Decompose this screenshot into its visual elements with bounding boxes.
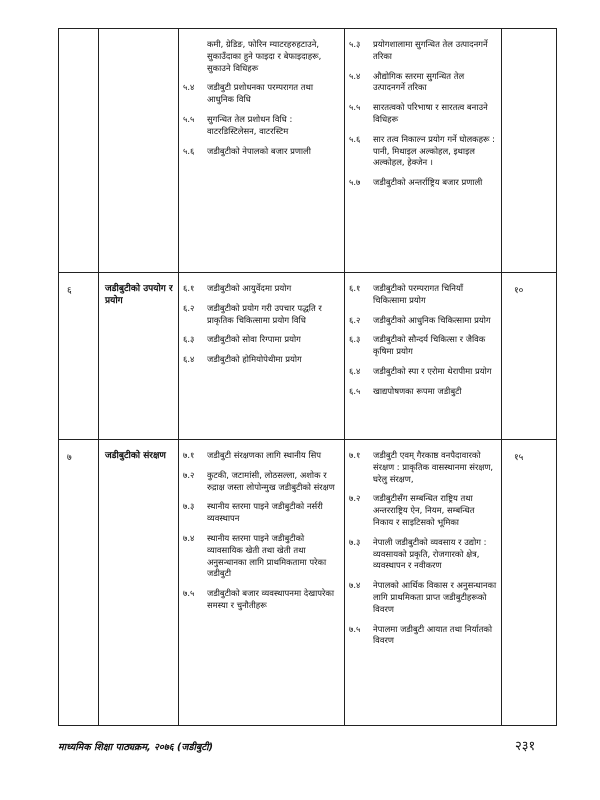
- item-number: ५.४: [349, 70, 361, 81]
- item-text: जडीबुटीको अन्तर्राष्ट्रिय बजार प्रणाली: [373, 177, 483, 188]
- item-text: जडीबुटीको नेपालको बजार प्रणाली: [207, 145, 311, 156]
- table-row: [59, 440, 557, 726]
- item-text: स्थानीय स्तरमा पाइने जडीबुटीको व्यावसायिक खेती तथा खेती तथा अनुसन्धानका लागि प्राथमिकतामा परेका जडीबुटी: [207, 532, 327, 579]
- list-item: [183, 82, 340, 106]
- item-number: ७.१: [183, 450, 195, 460]
- item-number: ६.१: [183, 283, 195, 293]
- content-cell: [179, 29, 345, 273]
- list-item: [349, 580, 497, 615]
- list-item: [349, 39, 497, 63]
- item-number: ६.५: [349, 385, 361, 396]
- unit-number-cell: [59, 29, 99, 273]
- list-item: [349, 537, 497, 572]
- item-text: जडीबुटीको प्रयोग गरी उपचार पद्धति र प्राकृतिक चिकित्सामा प्रयोग विधि: [207, 302, 322, 325]
- hours-cell: [502, 29, 557, 273]
- item-number: ७.३: [349, 536, 361, 547]
- item-text: जडीबुटीसँग सम्बन्धित राष्ट्रिय तथा अन्तरराष्ट्रिय ऐन, नियम, सम्बन्धित निकाय र साइटिसको भूमिका: [373, 493, 475, 527]
- content-cell: [179, 440, 345, 726]
- item-number: ७.३: [183, 501, 195, 512]
- topic-cell: जडीबुटीको संरक्षण: [99, 440, 179, 726]
- item-number: ७.४: [183, 532, 195, 543]
- list-item: [183, 146, 340, 158]
- item-number: ५.४: [183, 82, 195, 93]
- item-text: खाद्यपोषणका रूपमा जडीबुटी: [373, 385, 462, 396]
- item-text: जडीबुटीको परम्परागत चिनियाँ चिकित्सामा प्रयोग: [373, 283, 463, 305]
- item-text: स्थानीय स्तरमा पाइने जडीबुटीको नर्सरी व्यवस्थापन: [207, 501, 323, 524]
- list-item: [349, 624, 497, 648]
- list-item: [349, 283, 497, 307]
- item-number: ६.४: [349, 365, 361, 376]
- list-item: [349, 177, 497, 189]
- list-item: [349, 134, 497, 169]
- item-number: ५.५: [349, 102, 361, 113]
- list-item: [349, 315, 497, 327]
- item-number: ७.२: [183, 469, 195, 480]
- item-number: ६.३: [349, 334, 361, 345]
- item-number: ७.१: [349, 450, 361, 460]
- list-item: [183, 470, 340, 494]
- item-number: ७.४: [349, 580, 361, 591]
- item-number: ७.२: [349, 493, 361, 504]
- item-number: ५.६: [349, 133, 361, 144]
- list-item: [349, 386, 497, 398]
- list-item: [183, 334, 340, 346]
- item-text: सुगन्धित तेल प्रशोधन विधि : वाटरडिस्टिलेसन, वाटरस्टिम: [207, 113, 293, 136]
- item-text: नेपालको आर्थिक विकास र अनुसन्धानका लागि प्राथमिकता प्राप्त जडीबुटीहरूको विवरण: [373, 580, 497, 614]
- content-cell: [345, 29, 502, 273]
- item-number: ७.५: [349, 623, 361, 634]
- item-text: जडीबुटीको बजार व्यवस्थापनमा देखापरेका समस्या र चुनौतीहरू: [207, 588, 335, 610]
- item-number: ५.७: [349, 177, 361, 188]
- item-text: जडीबुटी संरक्षणका लागि स्थानीय सिप: [207, 450, 322, 460]
- list-item: [183, 450, 340, 462]
- unit-number-cell: ७: [59, 440, 99, 726]
- item-text: कुटकी, जटामांसी, लोठसल्ला, अशोक र रुद्राक्ष जस्ता लोपोन्मुख जडीबुटीको संरक्षण: [207, 469, 335, 492]
- item-number: ६.२: [183, 302, 195, 313]
- list-item: [183, 39, 340, 74]
- item-text: जडीबुटीको आधुनिक चिकित्सामा प्रयोग: [373, 314, 491, 325]
- content-cell: [179, 273, 345, 440]
- item-text: जडीबुटीको सोवा रिग्पामा प्रयोग: [207, 334, 301, 345]
- list-item: [349, 450, 497, 485]
- hours-cell: १०: [502, 273, 557, 440]
- list-item: [183, 501, 340, 525]
- item-text: औद्योगिक स्तरमा सुगन्धित तेल उत्पादनगर्ने तरिका: [373, 70, 465, 93]
- item-text: कमी, ग्रेडिङ, फोरिन म्याटरहरुहटाउने, सुकाउँदाका हुने फाइदा र बेफाइदाहरू, सुकाउने विधिहरू: [207, 39, 322, 73]
- table-row: [59, 29, 557, 273]
- list-item: [349, 366, 497, 378]
- item-text: नेपाली जडीबुटीको व्यवसाय र उद्योग : व्यवसायको प्रकृति, रोजगारको क्षेत्र, व्यवस्थापन र नवीकरण: [373, 536, 487, 571]
- topic-cell: जडीबुटीको उपयोग र प्रयोग: [99, 273, 179, 440]
- item-text: जडीबुटीको स्पा र एरोमा थेरापीमा प्रयोग: [373, 365, 492, 376]
- content-cell: [345, 440, 502, 726]
- item-number: ६.४: [183, 354, 195, 365]
- item-number: ५.३: [349, 39, 361, 49]
- item-text: जडीबुटीको आयुर्वेदमा प्रयोग: [207, 283, 292, 293]
- item-number: ६.२: [349, 314, 361, 325]
- list-item: [183, 533, 340, 580]
- item-text: जडीबुटी प्रशोधनका परम्परागत तथा आधुनिक विधि: [207, 82, 314, 105]
- list-item: [349, 493, 497, 528]
- item-number: ६.३: [183, 334, 195, 345]
- unit-number-cell: ६: [59, 273, 99, 440]
- list-item: [183, 114, 340, 138]
- list-item: [183, 354, 340, 366]
- hours-cell: १५: [502, 440, 557, 726]
- footer-title: माध्यमिक शिक्षा पाठ्यक्रम, २०७६ (जडीबुटी): [58, 742, 213, 753]
- list-item: [349, 71, 497, 95]
- list-item: [183, 588, 340, 612]
- list-item: [349, 334, 497, 358]
- item-text: सार तत्व निकाल्न प्रयोग गर्ने घोलकहरू : पानी, मिथाइल अल्कोहल, इथाइल अल्कोहल, हेक्जेन ।: [373, 133, 496, 168]
- item-number: ६.१: [349, 283, 361, 293]
- list-item: [183, 283, 340, 295]
- table-row: [59, 273, 557, 440]
- item-text: जडीबुटीको सौन्दर्य चिकित्सा र जैविक कृषिमा प्रयोग: [373, 334, 486, 357]
- item-number: ५.५: [183, 113, 195, 124]
- item-number: ५.६: [183, 145, 195, 156]
- list-item: [183, 303, 340, 327]
- item-text: सारतत्वको परिभाषा र सारतत्व बनाउने विधिहरू: [373, 102, 488, 124]
- list-item: [349, 102, 497, 126]
- item-text: जडीबुटीको होमियोपेथीमा प्रयोग: [207, 354, 302, 365]
- topic-cell: [99, 29, 179, 273]
- item-number: ७.५: [183, 588, 195, 599]
- page-number: २३१: [515, 739, 536, 754]
- content-cell: [345, 273, 502, 440]
- item-text: जडीबुटी एवम् गैरकाष्ठ वनपैदावारको संरक्षण : प्राकृतिक वासस्थानमा संरक्षण, घरेलु संरक्षण,: [373, 450, 494, 484]
- item-text: नेपालमा जडीबुटी आयात तथा निर्यातको विवरण: [373, 623, 492, 646]
- curriculum-table: [58, 28, 557, 726]
- item-text: प्रयोगशालामा सुगन्धित तेल उत्पादनगर्ने तरिका: [373, 39, 488, 61]
